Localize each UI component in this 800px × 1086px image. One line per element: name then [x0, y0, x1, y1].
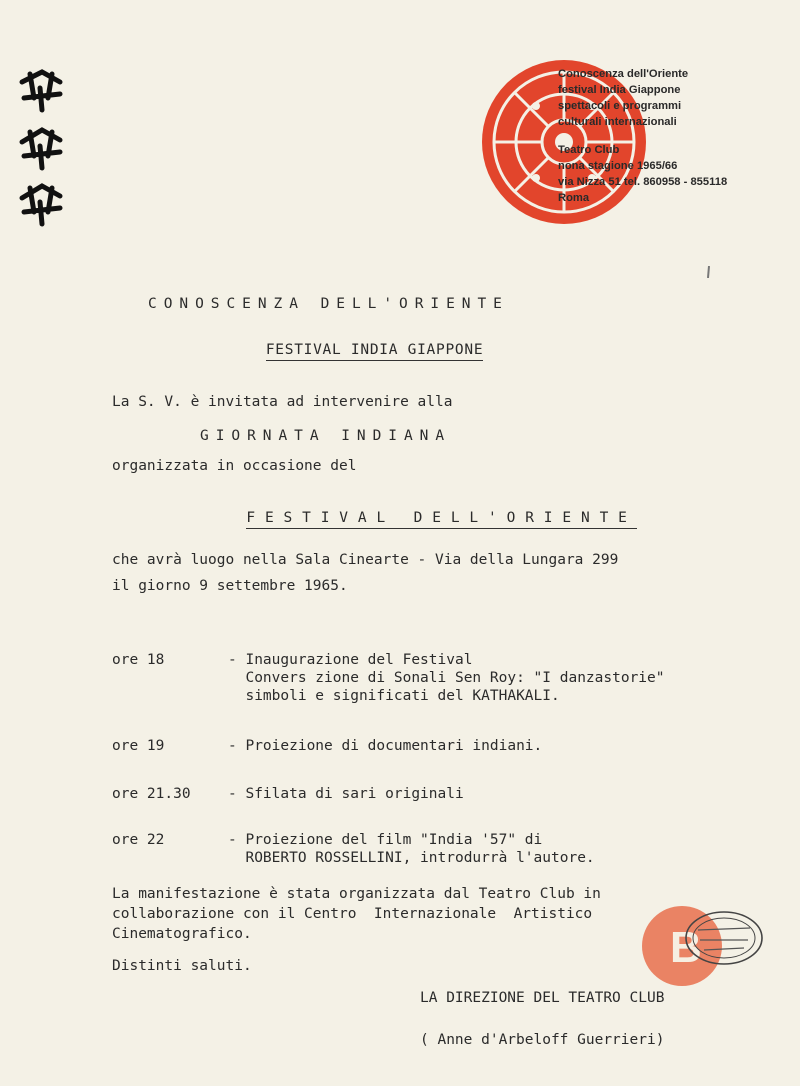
program-time: ore 22	[112, 832, 165, 848]
library-stamp-icon	[638, 900, 768, 990]
program-line: Convers zione di Sonali Sen Roy: "I danzastorie"	[228, 670, 665, 686]
letterhead-text	[558, 66, 727, 206]
document-title: CONOSCENZA DELL'ORIENTE	[148, 296, 509, 312]
signer-name: ( Anne d'Arbeloff Guerrieri)	[420, 1032, 665, 1048]
letterhead-line	[558, 130, 727, 142]
program-time: ore 19	[112, 738, 165, 754]
corner-pictogram-icon	[12, 64, 72, 234]
document-subtitle: FESTIVAL INDIA GIAPPONE	[266, 342, 483, 361]
program-time: ore 21.30	[112, 786, 191, 802]
program-line: - Proiezione di documentari indiani.	[228, 738, 543, 754]
festival-name: FESTIVAL DELL'ORIENTE	[246, 510, 636, 529]
program-line: - Inaugurazione del Festival	[228, 652, 473, 668]
letterhead-line: festival India Giappone	[558, 84, 681, 96]
program-line: ROBERTO ROSSELLINI, introdurrà l'autore.	[228, 850, 595, 866]
program-line: simboli e significati del KATHAKALI.	[228, 688, 560, 704]
letterhead-line: culturali internazionali	[558, 116, 677, 128]
invitation-intro: La S. V. è invitata ad intervenire alla	[112, 394, 453, 410]
program-line: - Sfilata di sari originali	[228, 786, 464, 802]
letterhead-line: Roma	[558, 192, 590, 204]
closing-line: collaborazione con il Centro Internazionale Artistico	[112, 906, 593, 922]
letterhead-line: spettacoli e programmi	[558, 100, 682, 112]
occasion-text: organizzata in occasione del	[112, 458, 357, 474]
program-time: ore 18	[112, 652, 165, 668]
letterhead-line: Teatro Club	[558, 144, 620, 156]
letterhead-line: nona stagione 1965/66	[558, 160, 678, 172]
ink-mark-icon	[706, 266, 712, 278]
letterhead-line: via Nizza 51 tel. 860958 - 855118	[558, 176, 728, 188]
signature-text: LA DIREZIONE DEL TEATRO CLUB	[420, 990, 665, 1006]
greeting-text: Distinti saluti.	[112, 958, 252, 974]
venue-text: che avrà luogo nella Sala Cinearte - Via della Lungara 299	[112, 552, 619, 568]
program-line: - Proiezione del film "India '57" di	[228, 832, 543, 848]
svg-text:B: B	[670, 923, 702, 972]
closing-line: La manifestazione è stata organizzata dal Teatro Club in	[112, 886, 601, 902]
date-text: il giorno 9 settembre 1965.	[112, 578, 348, 594]
letterhead-line: Conoscenza dell'Oriente	[558, 68, 689, 80]
event-name: GIORNATA INDIANA	[200, 428, 452, 444]
closing-line: Cinematografico.	[112, 926, 252, 942]
